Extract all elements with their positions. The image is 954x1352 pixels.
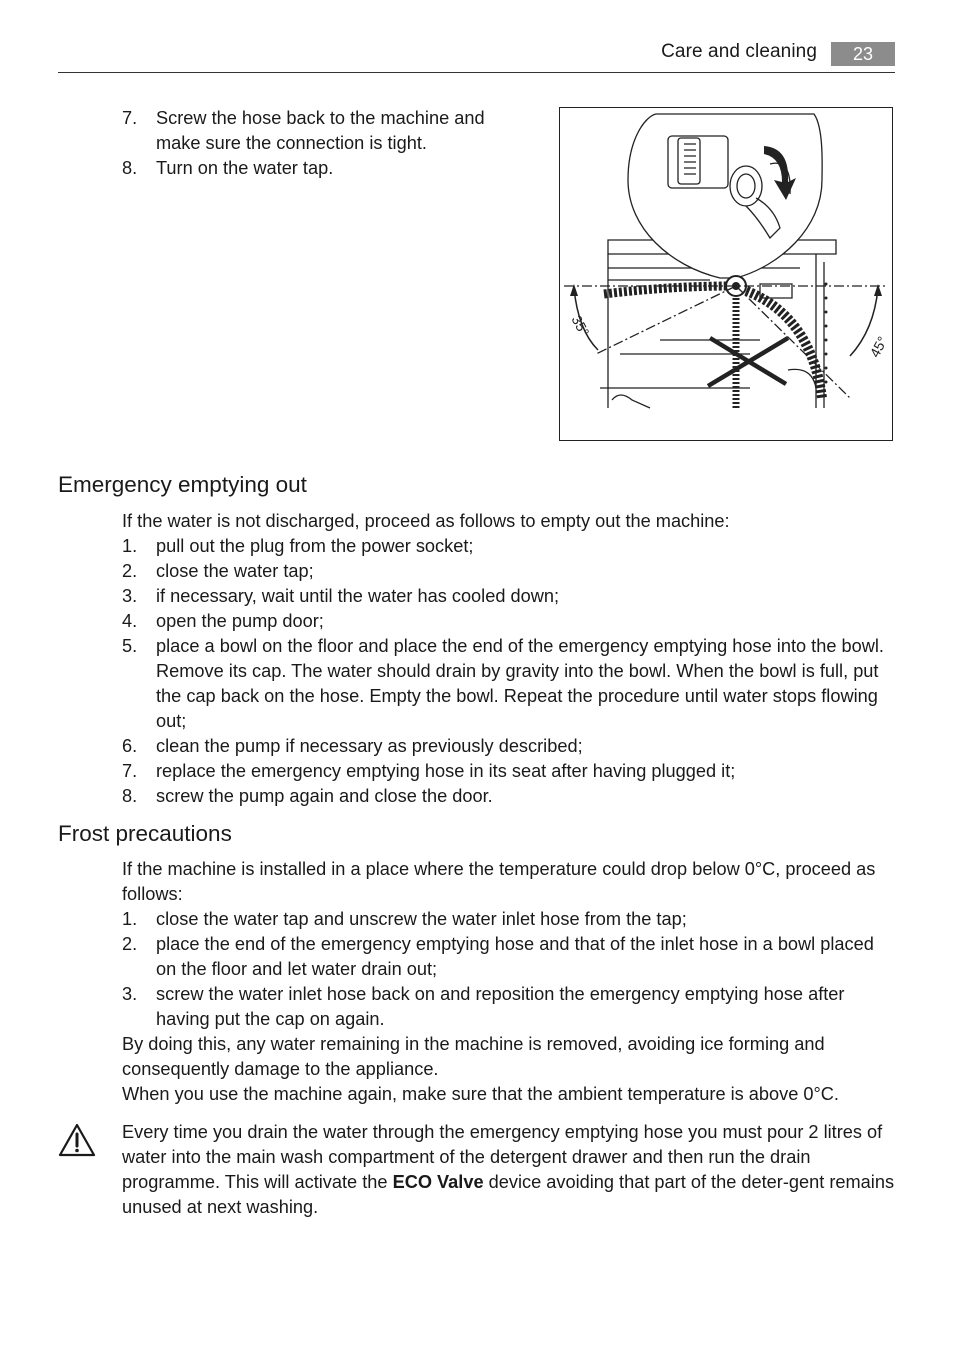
page-header [58, 40, 895, 73]
page-number: 23 [831, 42, 895, 66]
list-item: 2. place the end of the emergency emptying hose and that of the inlet hose in a bowl placed on the floor and let water drain out; [122, 934, 874, 979]
angle-left-label: 35° [568, 312, 593, 339]
hose-connection-illustration [559, 107, 893, 441]
frost-intro: If the machine is installed in a place where the temperature could drop below 0°C, proceed as follows: [122, 859, 876, 904]
list-item: 2. close the water tap; [122, 561, 314, 581]
list-item: 1. pull out the plug from the power socket; [122, 536, 474, 556]
top-steps [122, 106, 522, 181]
list-item: 6. clean the pump if necessary as previously described; [122, 736, 583, 756]
list-item: 3. screw the water inlet hose back on and reposition the emergency emptying hose after having put the cap on again. [122, 984, 845, 1029]
frost-after-2: When you use the machine again, make sure that the ambient temperature is above 0°C. [122, 1084, 839, 1104]
angle-right-label: 45° [866, 333, 891, 360]
list-item: 8. screw the pump again and close the door. [122, 786, 493, 806]
warning-note: Every time you drain the water through the emergency emptying hose you must pour 2 litres of water into the main wash compartment of the detergent drawer and then run the drain programme. This will activate the ECO Valve device avoiding that part of the deter-gent remains unused at next washing. [122, 1122, 895, 1217]
frost-after-1: By doing this, any water remaining in the machine is removed, avoiding ice forming and consequently damage to the appliance. [122, 1034, 825, 1079]
header-section-title: Care and cleaning [661, 41, 817, 62]
list-item: 7. Screw the hose back to the machine and make sure the connection is tight. [122, 108, 485, 153]
frost-title: Frost precautions [58, 821, 232, 846]
emergency-section [122, 509, 895, 809]
list-item: 8. Turn on the water tap. [122, 158, 334, 178]
list-item: 4. open the pump door; [122, 611, 324, 631]
eco-valve-label: ECO Valve [392, 1172, 484, 1192]
list-item: 7. replace the emergency emptying hose in its seat after having plugged it; [122, 761, 736, 781]
frost-section [122, 857, 895, 1107]
emergency-intro: If the water is not discharged, proceed as follows to empty out the machine: [122, 511, 730, 531]
list-item: 3. if necessary, wait until the water has cooled down; [122, 586, 560, 606]
emergency-title: Emergency emptying out [58, 472, 307, 497]
list-item: 1. close the water tap and unscrew the water inlet hose from the tap; [122, 909, 687, 929]
list-item: 5. place a bowl on the floor and place the end of the emergency emptying hose into the bowl. Remove its cap. The water should drain by gravity into the bowl. When the bowl is full, put the cap back on the hose. Empty the bowl. Repeat the procedure until water stops flowing out; [122, 636, 884, 731]
warning-triangle-icon [58, 1123, 96, 1157]
